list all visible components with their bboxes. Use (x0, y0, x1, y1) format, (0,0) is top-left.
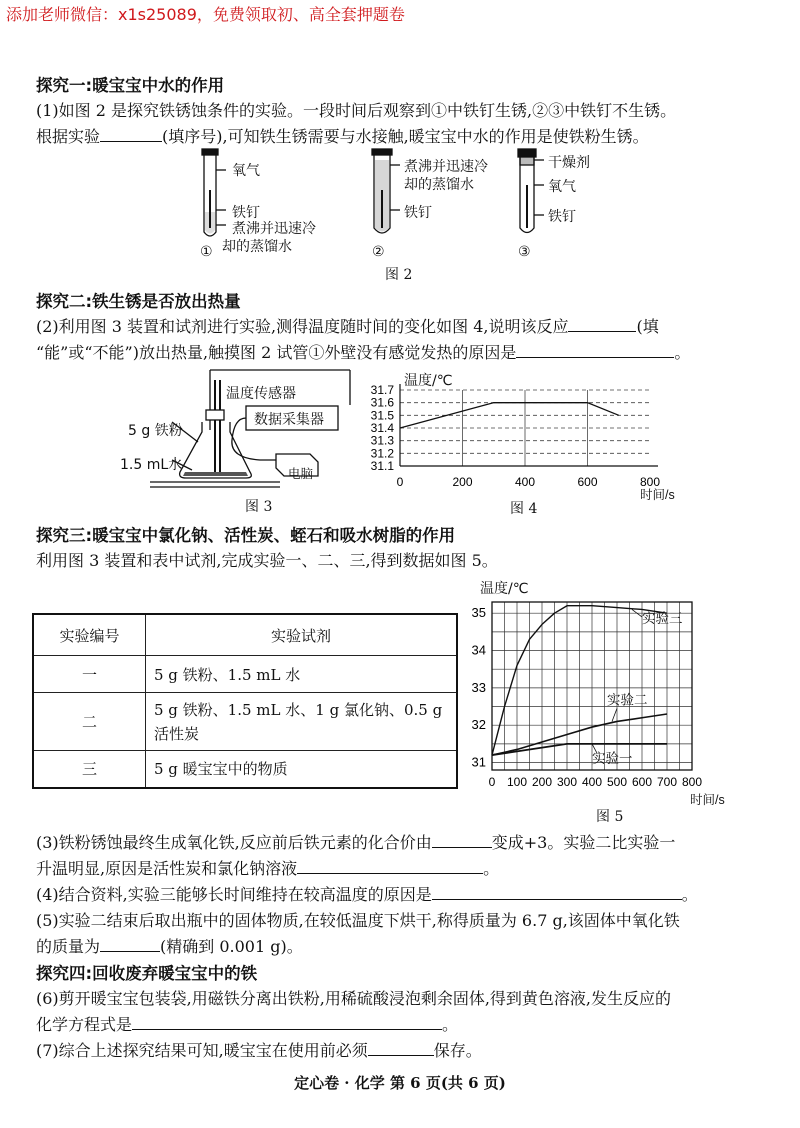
tube1-label-oxygen: 氧气 (232, 163, 260, 179)
x-tick-label: 500 (606, 775, 628, 788)
question-1-line-1: (1)如图 2 是探究铁锈蚀条件的实验。一段时间后观察到①中铁钉生锈,②③中铁钉不生锈。 (36, 101, 677, 120)
test-tube-3 (518, 149, 544, 233)
table-row (33, 751, 457, 788)
fig4-ylabel: 温度/℃ (404, 373, 453, 389)
answer-blank-2b[interactable] (516, 343, 674, 358)
table-header-cell: 实验试剂 (146, 614, 458, 656)
x-tick-label: 0 (488, 775, 496, 788)
table-cell-content: 5 g 暖宝宝中的物质 (146, 751, 458, 788)
tube1-label-water-a: 煮沸并迅速冷 (232, 221, 316, 237)
question-1-line-2: 根据实验 (填序号),可知铁生锈需要与水接触,暖宝宝中水的作用是使铁粉生锈。 (36, 127, 649, 146)
section-heading-3: 探究三:暖宝宝中氯化钠、活性炭、蛭石和吸水树脂的作用 (36, 526, 456, 545)
leader-line (612, 708, 617, 721)
sensor-label: 温度传感器 (226, 386, 296, 402)
tube2-label-nail: 铁钉 (404, 205, 432, 221)
series-label-exp1: 实验一 (592, 750, 633, 767)
table-cell-content: 5 g 铁粉、1.5 mL 水、1 g 氯化钠、0.5 g 活性炭 (146, 693, 458, 751)
figure-2-caption: 图 2 (385, 267, 413, 283)
y-tick-label: 31.2 (370, 446, 394, 461)
figure-4-caption: 图 4 (510, 501, 538, 517)
section-3-intro: 利用图 3 装置和表中试剂,完成实验一、二、三,得到数据如图 5。 (36, 551, 498, 570)
answer-blank-3a[interactable] (432, 833, 492, 848)
tube2-label-water-a: 煮沸并迅速冷 (404, 159, 488, 175)
x-tick-label: 700 (656, 775, 678, 788)
question-2-line-1: (2)利用图 3 装置和试剂进行实验,测得温度随时间的变化如图 4,说明该反应 (填 (36, 317, 659, 336)
section-heading-4: 探究四:回收废弃暖宝宝中的铁 (36, 964, 258, 983)
question-6-line-2: 化学方程式是 。 (36, 1015, 459, 1034)
answer-blank-3b[interactable] (297, 859, 483, 874)
table-cell-id: 一 (33, 656, 146, 693)
water-label: 1.5 mL水 (120, 457, 183, 473)
figure-5-chart (460, 592, 760, 788)
x-tick-label: 200 (531, 775, 553, 788)
x-tick-label: 800 (639, 475, 661, 489)
section-heading-2: 探究二:铁生锈是否放出热量 (36, 292, 241, 311)
tube3-number: ③ (518, 244, 531, 260)
y-tick-label: 31 (471, 754, 486, 770)
tube1-label-nail: 铁钉 (232, 205, 260, 221)
section-heading-1: 探究一:暖宝宝中水的作用 (36, 76, 225, 95)
tube1-number: ① (200, 244, 213, 260)
x-tick-label: 200 (452, 475, 473, 489)
figure-4-chart (360, 380, 690, 500)
answer-blank-2a[interactable] (568, 317, 636, 332)
figure-3-apparatus (0, 360, 380, 500)
answer-blank-5[interactable] (100, 937, 160, 952)
y-tick-label: 31.5 (370, 408, 394, 423)
figure-3-caption: 图 3 (245, 499, 273, 515)
header-banner: 添加老师微信：x1s25089，免费领取初、高全套押题卷 (6, 5, 405, 24)
table-cell-id: 三 (33, 751, 146, 788)
test-tube-2 (372, 149, 400, 233)
tube3-label-oxygen: 氧气 (548, 179, 576, 195)
iron-label: 5 g 铁粉 (128, 423, 183, 439)
collector-label: 数据采集器 (254, 412, 324, 428)
table-header-row (33, 614, 457, 656)
tube3-label-desiccant: 干燥剂 (548, 155, 590, 171)
question-3-line-2: 升温明显,原因是活性炭和氯化钠溶液 。 (36, 859, 500, 878)
y-tick-label: 31.7 (370, 383, 394, 397)
table-row (33, 656, 457, 693)
x-tick-label: 300 (556, 775, 578, 788)
y-tick-label: 31.3 (370, 433, 394, 448)
tube3-label-nail: 铁钉 (548, 209, 576, 225)
fig5-xlabel: 时间/s (690, 793, 725, 807)
question-3-line-1: (3)铁粉锈蚀最终生成氧化铁,反应前后铁元素的化合价由 变成+3。实验二比实验一 (36, 833, 676, 852)
x-tick-label: 400 (514, 475, 536, 489)
y-tick-label: 33 (471, 679, 486, 695)
question-2-line-2: “能”或“不能”)放出热量,触摸图 2 试管①外壁没有感觉发热的原因是 。 (36, 343, 691, 362)
question-5-line-2: 的质量为 (精确到 0.001 g)。 (36, 937, 303, 956)
page-footer: 定心卷 · 化学 第 6 页(共 6 页) (294, 1074, 506, 1092)
question-4: (4)结合资料,实验三能够长时间维持在较高温度的原因是 。 (36, 885, 698, 904)
answer-blank-4[interactable] (432, 885, 682, 900)
computer-label: 电脑 (288, 467, 314, 481)
x-tick-label: 600 (631, 775, 653, 788)
y-tick-label: 31.6 (370, 395, 394, 410)
tube2-number: ② (372, 244, 385, 260)
y-tick-label: 31.1 (370, 459, 394, 473)
x-tick-label: 600 (577, 475, 598, 489)
figure-5-caption: 图 5 (596, 809, 624, 825)
question-7: (7)综合上述探究结果可知,暖宝宝在使用前必须 保存。 (36, 1041, 482, 1060)
x-tick-label: 800 (681, 775, 703, 788)
fig5-ylabel: 温度/℃ (480, 581, 529, 597)
test-tube-1 (202, 149, 226, 236)
y-tick-label: 35 (471, 605, 486, 621)
table-row (33, 693, 457, 751)
table-cell-content: 5 g 铁粉、1.5 mL 水 (146, 656, 458, 693)
question-5-line-1: (5)实验二结束后取出瓶中的固体物质,在较低温度下烘干,称得质量为 6.7 g,该固体中氧化铁 (36, 911, 680, 930)
series-label-exp3: 实验三 (642, 610, 683, 627)
question-6-line-1: (6)剪开暖宝宝包装袋,用磁铁分离出铁粉,用稀硫酸浸泡剩余固体,得到黄色溶液,发生反应的 (36, 989, 672, 1008)
y-tick-label: 32 (471, 717, 486, 733)
series-label-exp2: 实验二 (607, 692, 648, 709)
x-tick-label: 100 (506, 775, 528, 788)
table-header-cell: 实验编号 (33, 614, 146, 656)
tube1-label-water-b: 却的蒸馏水 (222, 239, 292, 255)
table-cell-id: 二 (33, 693, 146, 751)
answer-blank-6[interactable] (132, 1015, 442, 1030)
answer-blank-7[interactable] (368, 1041, 434, 1056)
reagent-table (32, 613, 458, 789)
tube2-label-water-b: 却的蒸馏水 (404, 177, 474, 193)
x-tick-label: 400 (581, 775, 603, 788)
y-tick-label: 34 (471, 642, 486, 658)
x-tick-label: 0 (396, 475, 404, 489)
y-tick-label: 31.4 (370, 421, 394, 435)
fig4-xlabel: 时间/s (640, 488, 675, 502)
